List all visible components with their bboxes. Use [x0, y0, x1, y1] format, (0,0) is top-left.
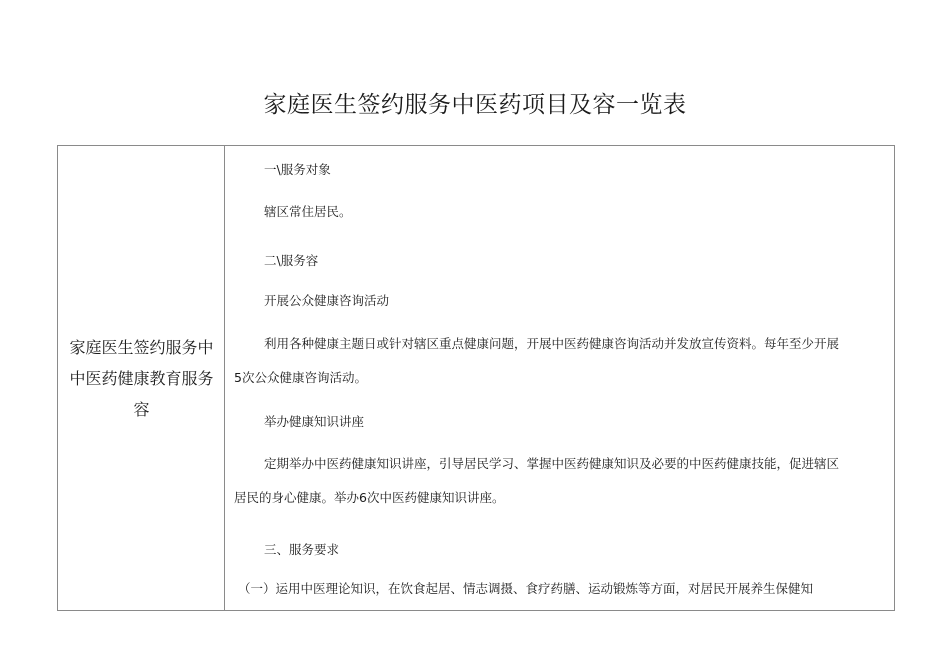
lecture-text-line-1: 定期举办中医药健康知识讲座，引导居民学习、掌握中医药健康知识及必要的中医药健康技能，促进辖区 [264, 456, 840, 471]
consultation-text-line-2: 5次公众健康咨询活动。 [234, 370, 367, 385]
table-left-cell [58, 146, 225, 610]
heading-service-content: 二\服务容 [264, 253, 319, 268]
service-table [57, 145, 895, 611]
heading-service-requirements: 三、服务要求 [264, 542, 340, 557]
consultation-text-line-1: 利用各种健康主题日或针对辖区重点健康问题，开展中医药健康咨询活动并发放宣传资料。每年至少开展 [264, 336, 840, 351]
requirements-text-line-1: （一）运用中医理论知识，在饮食起居、情志调摄、食疗药膳、运动锻炼等方面，对居民开展养生保健知 [238, 581, 814, 596]
subheading-consultation: 开展公众健康咨询活动 [264, 293, 390, 308]
lecture-text-line-2: 居民的身心健康。举办6次中医药健康知识讲座。 [234, 490, 505, 505]
table-right-cell [226, 146, 894, 610]
service-target-text: 辖区常住居民。 [264, 204, 352, 219]
heading-service-target: 一\服务对象 [264, 162, 331, 177]
subheading-lecture: 举办健康知识讲座 [264, 414, 365, 429]
document-title: 家庭医生签约服务中医药项目及容一览表 [263, 92, 687, 118]
service-category-label: 家庭医生签约服务中 中医药健康教育服务 容 [69, 338, 214, 419]
